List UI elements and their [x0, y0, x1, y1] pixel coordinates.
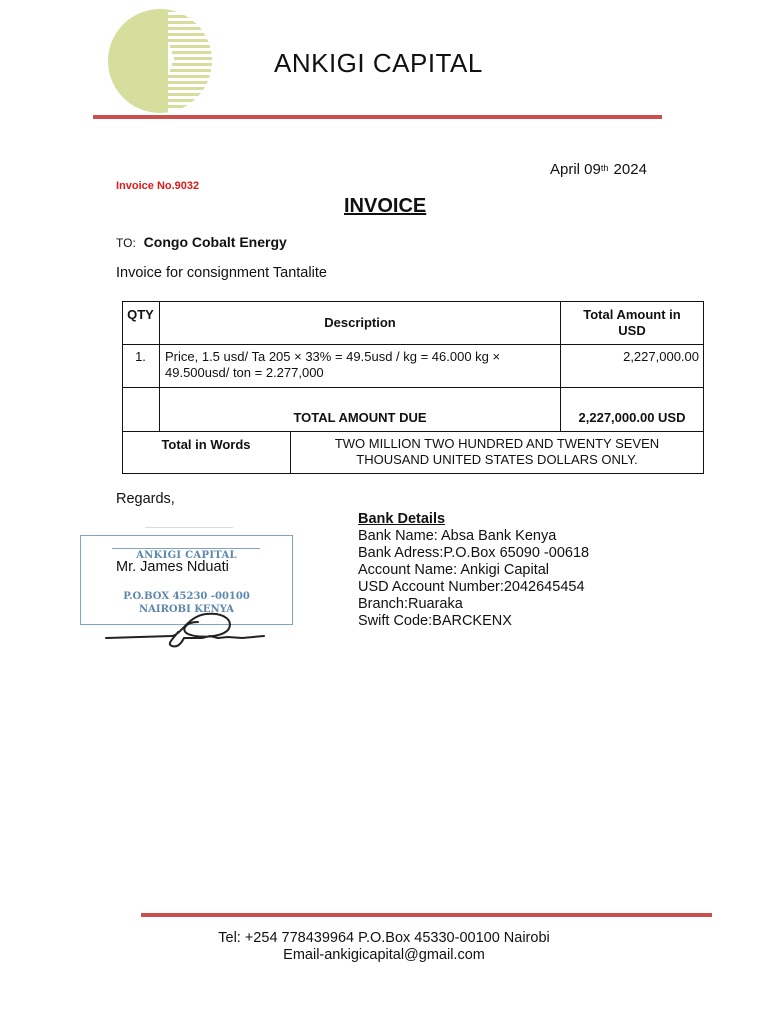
stamp-top-line: [145, 527, 233, 528]
bank-details: [358, 511, 589, 630]
signature: [102, 608, 268, 650]
recipient-label: TO:: [116, 236, 136, 250]
invoice-number: Invoice No.9032: [116, 180, 200, 192]
bank-address: Bank Adress:P.O.Box 65090 -00618: [358, 545, 590, 561]
regards: Regards,: [116, 491, 175, 507]
stamp-rule: [112, 548, 260, 549]
table-divider: [122, 431, 704, 432]
total-label: TOTAL AMOUNT DUE: [293, 410, 427, 425]
footer-rule: [141, 913, 712, 917]
header-amount: [561, 307, 703, 339]
invoice-date: [550, 161, 647, 178]
words-line2: THOUSAND UNITED STATES DOLLARS ONLY.: [356, 452, 638, 467]
swift-code: Swift Code:BARCKENX: [358, 613, 512, 629]
words-value: [291, 436, 703, 468]
consignment-line: Invoice for consignment Tantalite: [116, 265, 327, 281]
row-amount: 2,227,000.00: [623, 349, 699, 364]
row-description-line1: Price, 1.5 usd/ Ta 205 × 33% = 49.5usd / kg = 46.000 kg ×: [165, 349, 501, 364]
account-name: Account Name: Ankigi Capital: [358, 562, 550, 578]
footer-contact: Tel: +254 778439964 P.O.Box 45330-00100 Nairobi: [218, 930, 550, 946]
invoice-table: [122, 301, 704, 474]
header-qty: QTY: [127, 307, 154, 322]
table-divider: [122, 387, 704, 388]
bank-heading: Bank Details: [358, 511, 446, 527]
company-name: ANKIGI CAPITAL: [274, 48, 483, 78]
footer-email: Email-ankigicapital@gmail.com: [283, 947, 485, 963]
date-day: April 09: [550, 161, 601, 178]
date-year: 2024: [609, 161, 647, 178]
header-description: Description: [324, 315, 396, 330]
header-amount-line1: Total Amount in: [583, 307, 681, 322]
date-ordinal: th: [600, 163, 609, 173]
row-qty: 1.: [135, 349, 146, 364]
signer-name: Mr. James Nduati: [116, 559, 229, 575]
header-amount-line2: USD: [618, 323, 646, 338]
invoice-title: INVOICE: [344, 195, 427, 217]
stamp-pobox: P.O.BOX 45230 -00100: [123, 591, 250, 602]
recipient-name: Congo Cobalt Energy: [143, 234, 287, 250]
header-rule: [93, 115, 662, 119]
row-description: [165, 349, 557, 381]
words-label: Total in Words: [161, 437, 251, 452]
stamp-company: ANKIGI CAPITAL: [136, 550, 237, 561]
table-divider: [122, 344, 704, 345]
bank-name: Bank Name: Absa Bank Kenya: [358, 528, 557, 544]
stamp-city: NAIROBI KENYA: [139, 604, 234, 615]
account-number: USD Account Number:2042645454: [358, 579, 585, 595]
words-line1: TWO MILLION TWO HUNDRED AND TWENTY SEVEN: [334, 436, 660, 451]
total-value: 2,227,000.00 USD: [578, 410, 686, 425]
row-description-line2: 49.500usd/ ton = 2.277,000: [165, 365, 324, 380]
recipient: [116, 234, 287, 250]
bank-branch: Branch:Ruaraka: [358, 596, 463, 612]
sun-stripes-logo-icon: [108, 8, 226, 114]
